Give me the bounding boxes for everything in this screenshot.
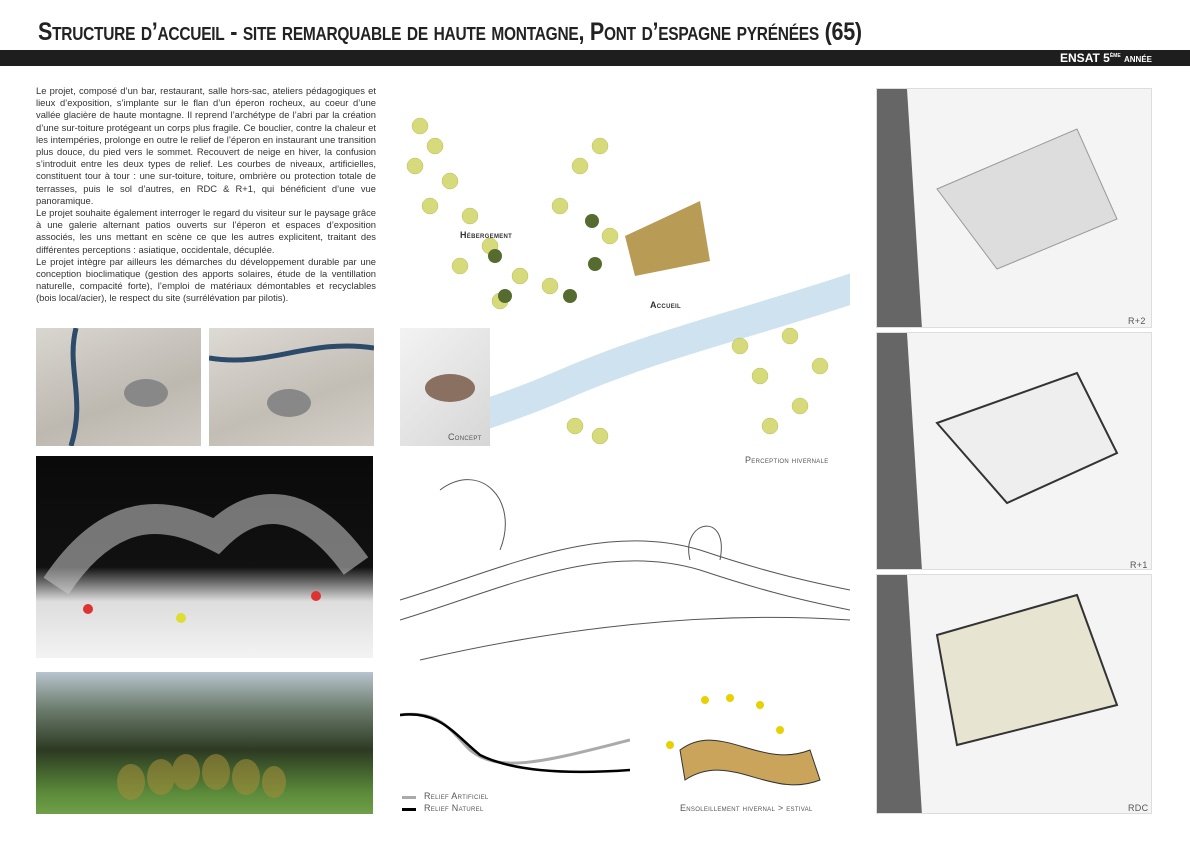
legend-artificial-swatch bbox=[402, 796, 416, 799]
header-band bbox=[0, 50, 1190, 66]
sun-caption: Ensoleillement hivernal > estival bbox=[680, 803, 813, 813]
school-sup: ème bbox=[1109, 52, 1121, 59]
label-hebergement: Hébergement bbox=[460, 230, 513, 240]
model-photo-1 bbox=[36, 328, 201, 446]
legend-natural: Relief Naturel bbox=[424, 803, 484, 813]
plan-label-r2: R+2 bbox=[1128, 316, 1146, 326]
project-description: Le projet, composé d’un bar, restaurant, salle hors-sac, ateliers pédagogiques et lieux d’exposition, s’implante sur le flan d’un éperon rocheux, au coeur d’une vallée glacière de haute montagne. Il reprend l’archétype de l’abri par la création d’une sur-toiture protégeant un corps plus fragile. Ce bouclier, contre la chaleur et les intempéries, prolonge en outre le relief de l’éperon en instaurant une transition plus douce, du pied vers le sommet. Recouvert de neige en hiver, la confusion s’introduit entre les deux types de relief. Les courbes de niveaux, artificielles, constituent tour à tour : une sur-toiture, toiture, ombrière ou protection totale de terrasses, puis le sol d’autres, en RDC & R+1, qui bénéficient d’une vue panoramique. Le projet souhaite également interroger le regard du visiteur sur le paysage grâce à une galerie alternant patios ouverts sur l’éperon et espaces d’exposition associés, les uns mettant en scène ce que les autres explicitent, traitant des différentes perceptions : asiatique, occidentale, décuplée. Le projet intègre par ailleurs les démarches du développement durable par une conception bioclimatique (gestion des apports solaires, étude de la ventillation naturelle, compacité forte), l’emploi de matériaux démontables et recyclables (bois local/acier), le respect du site (surrélévation par pilotis). bbox=[36, 85, 376, 304]
school-label bbox=[1060, 51, 1152, 65]
model-photo-2 bbox=[209, 328, 374, 446]
legend-natural-swatch bbox=[402, 808, 416, 811]
concept-photo bbox=[400, 328, 490, 446]
legend-artificial: Relief Artificiel bbox=[424, 791, 489, 801]
landscape-sketch bbox=[400, 460, 850, 675]
page-title: Structure d’accueil - site remarquable de haute montagne, Pont d’espagne pyrénées (65) bbox=[38, 18, 862, 46]
school-suffix: année bbox=[1120, 51, 1152, 65]
floor-plan-r1 bbox=[876, 332, 1152, 570]
mesh-model-photo bbox=[36, 456, 373, 658]
school-name: ENSAT 5 bbox=[1060, 51, 1110, 65]
perception-caption: Perception hivernale bbox=[745, 455, 829, 465]
plan-label-r1: R+1 bbox=[1130, 560, 1148, 570]
section-diagram bbox=[400, 700, 630, 775]
label-accueil: Accueil bbox=[650, 300, 681, 310]
floor-plan-r2 bbox=[876, 88, 1152, 328]
floor-plan-rdc bbox=[876, 574, 1152, 814]
plan-label-rdc: RDC bbox=[1128, 803, 1149, 813]
landscape-photo bbox=[36, 672, 373, 814]
sun-diagram bbox=[660, 690, 850, 805]
concept-caption: Concept bbox=[448, 432, 482, 442]
